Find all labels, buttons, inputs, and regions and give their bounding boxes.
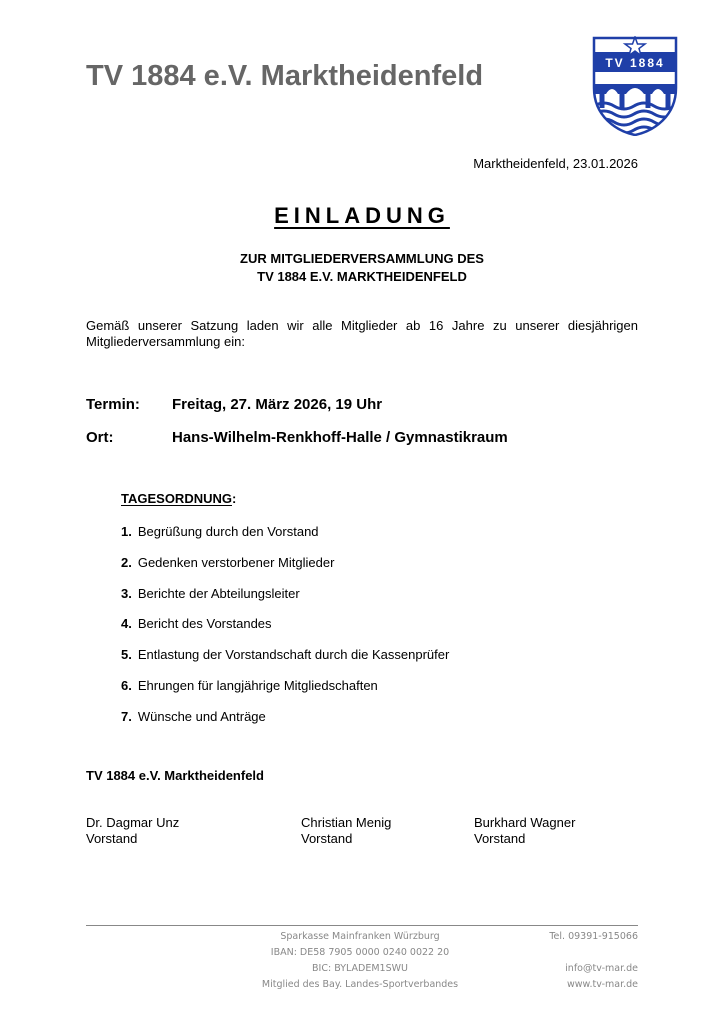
footer-divider xyxy=(86,925,638,926)
intro-line-2: Mitgliederversammlung ein: xyxy=(86,334,245,349)
page-title-text: EINLADUNG xyxy=(274,203,450,228)
agenda-item-text: Begrüßung durch den Vorstand xyxy=(137,524,319,539)
footer-bic: BIC: BYLADEM1SWU xyxy=(312,963,408,974)
agenda-item-number: 2. xyxy=(121,555,132,570)
subtitle-line-1: ZUR MITGLIEDERVERSAMMLUNG DES xyxy=(240,251,484,266)
agenda-item xyxy=(121,616,272,631)
agenda-item-text: Ehrungen für langjährige Mitgliedschaften xyxy=(137,678,378,693)
signatory-name: Christian Menig xyxy=(301,815,392,830)
agenda-title xyxy=(121,491,236,506)
club-logo xyxy=(592,36,678,136)
agenda-item xyxy=(121,709,266,724)
agenda-item-text: Entlastung der Vorstandschaft durch die Kassenprüfer xyxy=(137,647,450,662)
agenda-title-text: TAGESORDNUNG xyxy=(121,491,232,506)
letter-date: Marktheidenfeld, 23.01.2026 xyxy=(473,156,638,171)
logo-text: TV 1884 xyxy=(605,56,665,70)
agenda-item-text: Wünsche und Anträge xyxy=(137,709,266,724)
agenda-item-number: 6. xyxy=(121,678,132,693)
signature-club: TV 1884 e.V. Marktheidenfeld xyxy=(86,768,264,783)
footer-member: Mitglied des Bay. Landes-Sportverbandes xyxy=(261,979,459,990)
footer-bank: Sparkasse Mainfranken Würzburg xyxy=(280,931,440,942)
agenda-item xyxy=(121,678,378,693)
agenda-item-number: 1. xyxy=(121,524,132,539)
signatory-role: Vorstand xyxy=(474,831,526,846)
termin-value: Freitag, 27. März 2026, 19 Uhr xyxy=(172,396,383,413)
agenda-item xyxy=(121,647,449,662)
subtitle-line-2: TV 1884 E.V. MARKTHEIDENFELD xyxy=(257,269,467,284)
org-title: TV 1884 e.V. Marktheidenfeld xyxy=(86,60,484,92)
agenda-item-number: 7. xyxy=(121,709,132,724)
ort-label: Ort: xyxy=(86,429,114,446)
footer-iban: IBAN: DE58 7905 0000 0240 0022 20 xyxy=(270,947,450,958)
signatory-role: Vorstand xyxy=(86,831,138,846)
termin-label: Termin: xyxy=(86,396,140,413)
agenda-item-text: Gedenken verstorbener Mitglieder xyxy=(137,555,335,570)
agenda-item-text: Bericht des Vorstandes xyxy=(137,616,272,631)
footer-bank-info xyxy=(200,929,520,993)
signature-block xyxy=(301,815,391,847)
footer-tel: Tel. 09391-915066 xyxy=(549,931,638,942)
page-title xyxy=(0,203,724,229)
agenda-title-suffix: : xyxy=(231,491,237,506)
footer-web[interactable]: www.tv-mar.de xyxy=(567,979,638,990)
footer-contact xyxy=(549,929,638,993)
footer-email[interactable]: info@tv-mar.de xyxy=(565,963,638,974)
intro-line-1: Gemäß unserer Satzung laden wir alle Mitglieder ab 16 Jahre zu unserer diesjährigen xyxy=(86,318,638,333)
agenda-item xyxy=(121,586,300,601)
club-logo-graphic xyxy=(592,36,678,136)
ort-value: Hans-Wilhelm-Renkhoff-Halle / Gymnastikraum xyxy=(172,429,508,446)
signatory-name: Dr. Dagmar Unz xyxy=(86,815,180,830)
agenda-item-number: 4. xyxy=(121,616,132,631)
signature-block xyxy=(86,815,179,847)
intro-paragraph xyxy=(86,318,638,350)
agenda-item xyxy=(121,524,319,539)
agenda-item xyxy=(121,555,334,570)
signature-block xyxy=(474,815,575,847)
agenda-item-number: 5. xyxy=(121,647,132,662)
agenda-item-text: Berichte der Abteilungsleiter xyxy=(137,586,300,601)
signatory-role: Vorstand xyxy=(301,831,353,846)
agenda-item-number: 3. xyxy=(121,586,132,601)
signatory-name: Burkhard Wagner xyxy=(474,815,576,830)
